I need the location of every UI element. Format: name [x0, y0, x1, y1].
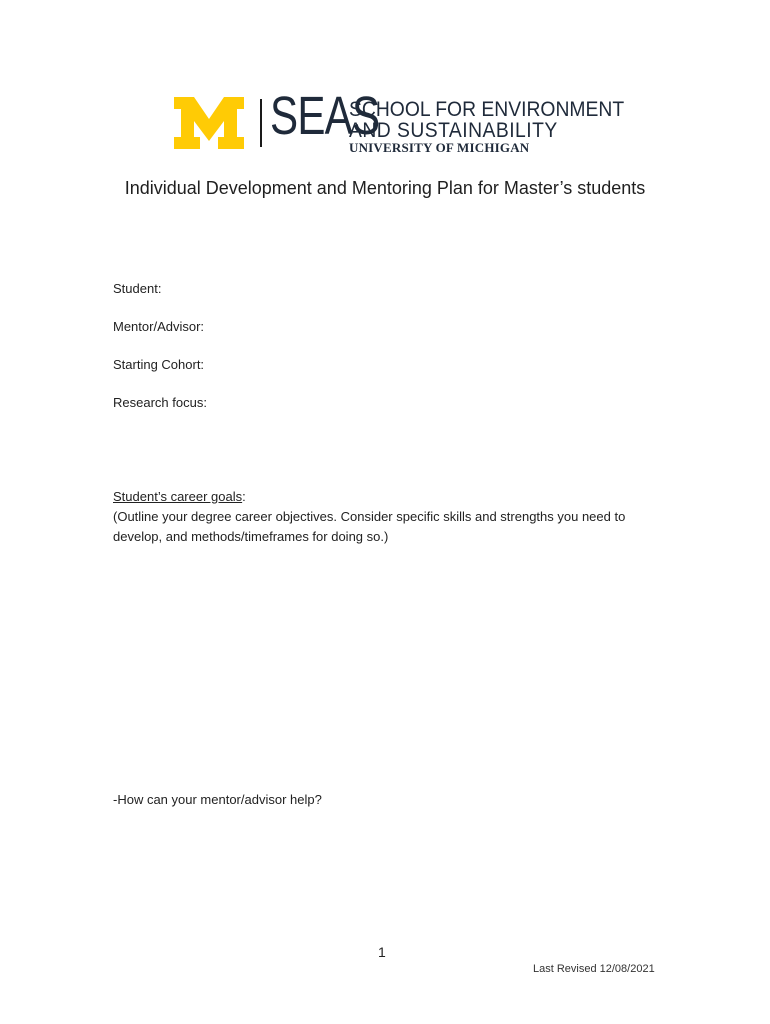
seas-wordmark: SEAS — [270, 86, 380, 146]
logo-school-line: SCHOOL FOR ENVIRONMENT — [349, 98, 625, 121]
research-focus-label: Research focus: — [113, 395, 207, 410]
starting-cohort-label: Starting Cohort: — [113, 357, 205, 372]
last-revised-note: Last Revised 12/08/2021 — [533, 963, 655, 975]
mentor-help-prompt: -How can your mentor/advisor help? — [113, 792, 322, 807]
career-goals-heading — [113, 489, 246, 504]
career-goals-description: (Outline your degree career objectives. Consider specific skills and strengths you need to develop, and methods/timeframes for doing so.) — [113, 509, 626, 544]
student-label: Student: — [113, 281, 162, 296]
career-goals-colon: : — [242, 489, 246, 504]
mentor-advisor-label: Mentor/Advisor: — [113, 319, 205, 334]
career-goals-heading-text: Student’s career goals — [113, 489, 243, 504]
logo-sustainability-line: AND SUSTAINABILITY — [349, 119, 558, 142]
logo-university-line: UNIVERSITY OF MICHIGAN — [349, 140, 530, 155]
logo-divider — [260, 99, 262, 147]
block-m-logo — [174, 97, 244, 149]
page-number: 1 — [378, 944, 386, 960]
document-title: Individual Development and Mentoring Plan for Master’s students — [124, 178, 646, 198]
